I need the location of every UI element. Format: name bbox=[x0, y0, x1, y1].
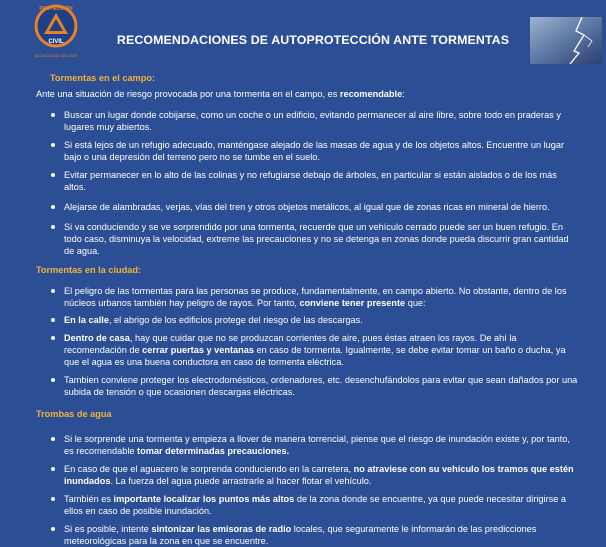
list-item: Buscar un lugar donde cobijarse, como un coche o un edificio, evitando permanecer al aire libre, sobre todo en praderas y lugares muy abiertos. bbox=[50, 109, 580, 133]
svg-text:PROTECCIÓN: PROTECCIÓN bbox=[39, 6, 73, 12]
list-item: Alejarse de alambradas, verjas, vías del tren y otros objetos metálicos, al igual que de zonas ricas en mineral de hierro. bbox=[50, 201, 580, 213]
page-title: RECOMENDACIONES DE AUTOPROTECCIÓN ANTE TORMENTAS bbox=[116, 33, 510, 47]
list-item: También es importante localizar los puntos más altos de la zona donde se encuentre, ya que puede necesitar dirigirse a ellos en caso de posible inundación. bbox=[50, 493, 580, 517]
section-intro-campo: Ante una situación de riesgo provocada por una tormenta en el campo, es recomendable: bbox=[36, 89, 405, 99]
section-title-campo: Tormentas en el campo: bbox=[50, 73, 156, 83]
list-item: Tambien conviene proteger los electrodomésticos, ordenadores, etc. desenchufándolos para evitar que sean dañados por una subida de tensión o que ocasionen descargas eléctricas. bbox=[50, 374, 580, 398]
header bbox=[0, 0, 606, 66]
list-item: Evitar permanecer en lo alto de las colinas y no refugiarse debajo de árboles, en particular si están aislados o de los más altos. bbox=[50, 169, 580, 193]
list-ciudad bbox=[50, 285, 580, 398]
list-item: Si es posible, intente sintonizar las emisoras de radio locales, que seguramente le informarán de las predicciones meteorológicas para la zona en que se encuentre. bbox=[50, 523, 580, 547]
content bbox=[36, 70, 580, 547]
civil-protection-logo bbox=[34, 4, 78, 62]
svg-text:ALCALDÍA DE SAN JOSÉ: ALCALDÍA DE SAN JOSÉ bbox=[35, 54, 77, 58]
list-item: El peligro de las tormentas para las personas se produce, fundamentalmente, en campo abierto. No obstante, dentro de los núcleos urbanos también hay peligro de rayos. Por tanto, conviene tener presente que: bbox=[50, 285, 580, 309]
list-item: Si le sorprende una tormenta y empieza a llover de manera torrencial, piense que el riesgo de inundación existe y, por tanto, es recomendable tomar determinadas precauciones. bbox=[50, 433, 580, 457]
lightning-storm-image bbox=[530, 17, 602, 64]
list-item: En caso de que el aguacero le sorprenda conduciendo en la carretera, no atraviese con su vehículo los tramos que estén inundados. La fuerza del agua puede arrastrarle al hacer flotar el vehículo. bbox=[50, 463, 580, 487]
list-item: En la calle, el abrigo de los edificios protege del riesgo de las descargas. bbox=[50, 314, 580, 326]
svg-text:CIVIL: CIVIL bbox=[48, 39, 64, 45]
list-trombas bbox=[50, 433, 580, 547]
section-title-trombas: Trombas de agua bbox=[36, 409, 112, 419]
list-item: Dentro de casa, hay que cuidar que no se produzcan corrientes de aire, pues éstas atraen los rayos. De ahí la recomendación de cerrar puertas y ventanas en caso de tormenta. Igualmente, se debe evitar tomar un baño o ducha, ya que el agua es una buena conductora en caso de tormenta eléctrica. bbox=[50, 332, 580, 368]
list-item: Si está lejos de un refugio adecuado, manténgase alejado de las masas de agua y de los objetos altos. Encuentre un lugar bajo o una depresión del terreno pero no se tumbe en el suelo. bbox=[50, 139, 580, 163]
list-campo bbox=[50, 109, 580, 257]
section-title-ciudad: Tormentas en la ciudad: bbox=[36, 265, 141, 275]
list-item: Si va conduciendo y se ve sorprendido por una tormenta, recuerde que un vehículo cerrado puede ser un buen refugio. En todo caso, disminuya la velocidad, extreme las precauciones y no se detenga en zonas donde pueda discurrir gran cantidad de agua. bbox=[50, 221, 580, 257]
